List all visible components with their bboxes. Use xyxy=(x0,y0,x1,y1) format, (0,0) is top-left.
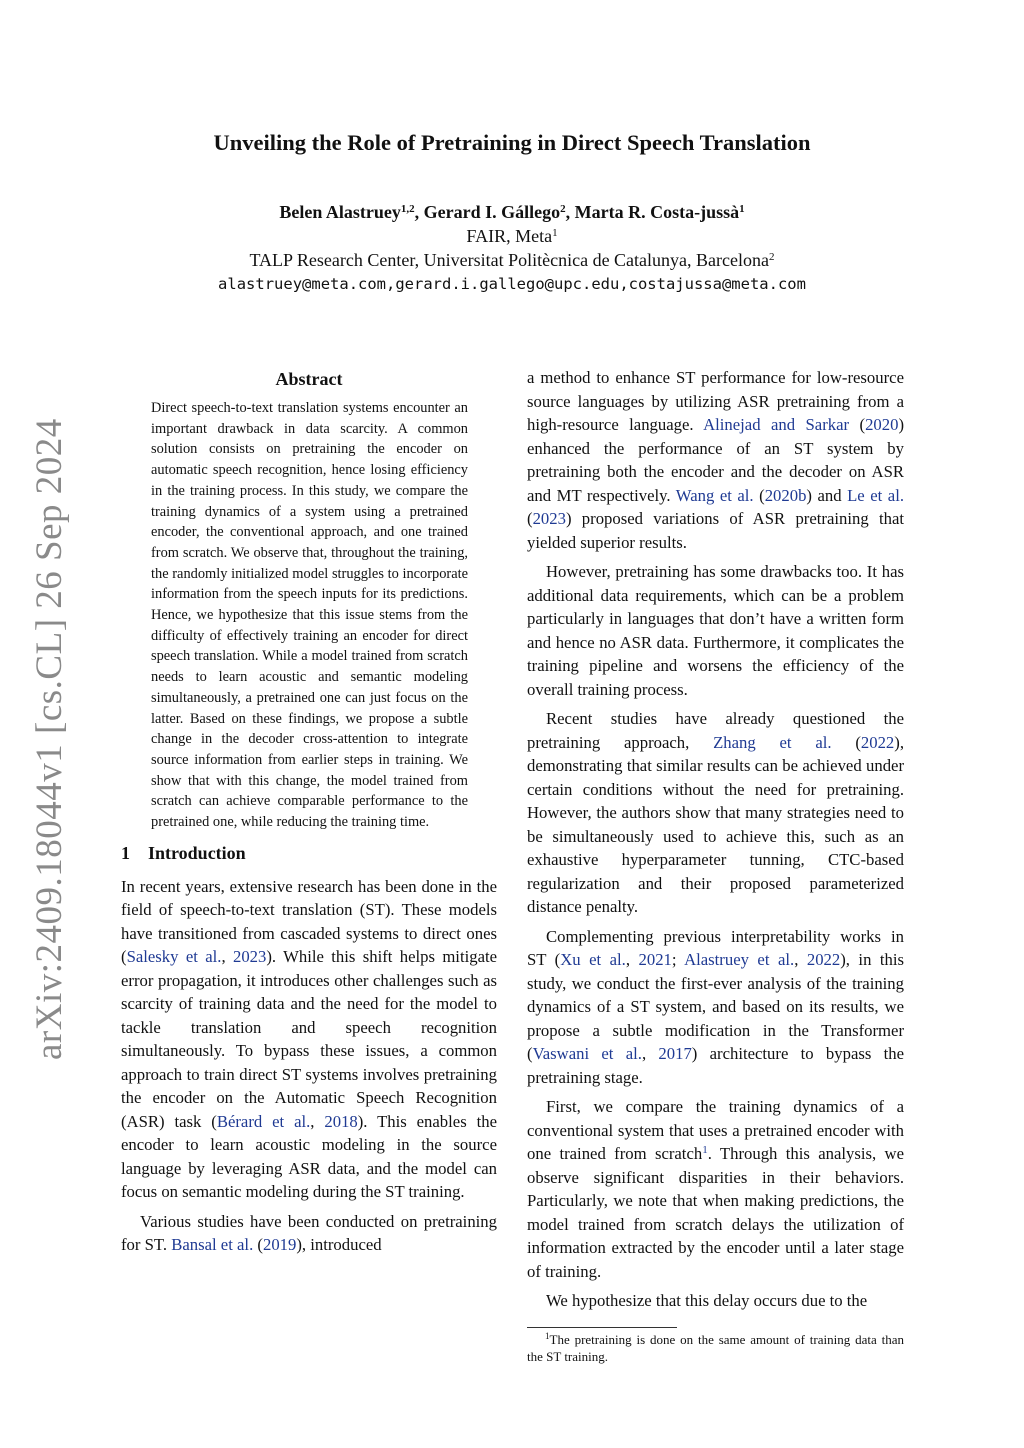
body-paragraph: Recent studies have already questioned the pretraining approach, Zhang et al. (2022), demonstrating that similar results can be achieved under certain conditions without the need for pretraining. However, the authors show that many strategies need to be simultaneously used to achieve this, such as an exhaustive hyperparameter tunning, CTC-based regularization and their proposed parameterized distance penalty. xyxy=(527,709,904,916)
citation-link[interactable]: Salesky et al. xyxy=(126,947,222,967)
arxiv-sidebar-identifier: arXiv:2409.18044v1 [cs.CL] 26 Sep 2024 xyxy=(29,418,70,1060)
affiliation-mark: 1 xyxy=(739,203,745,215)
citation-link[interactable]: Le et al. xyxy=(847,485,905,505)
abstract-heading: Abstract xyxy=(275,369,343,389)
body-paragraph: We hypothesize that this delay occurs due to the xyxy=(546,1291,868,1310)
citation-link[interactable]: Alastruey et al. xyxy=(684,950,795,969)
citation-year-link[interactable]: 2021 xyxy=(638,950,672,969)
affiliation-mark: 1,2 xyxy=(400,203,415,215)
citation-year-link[interactable]: 2023 xyxy=(532,509,566,528)
citation-year-link[interactable]: 2018 xyxy=(324,1111,358,1131)
citation-link[interactable]: Xu et al. xyxy=(560,950,626,969)
body-paragraph: Complementing previous interpretability works in ST (Xu et al., 2021; Alastruey et al., 2022), in this study, we conduct the first-ever analysis of the training dynamics of a ST system, and based on its results, we propose a subtle modification in the Transformer (Vaswani et al., 2017) architecture to bypass the pretraining stage. xyxy=(527,926,905,1087)
intro-paragraph: In recent years, extensive research has been done in the field of speech-to-text translation (ST). These models have transitioned from cascaded systems to direct ones (Salesky et al., 2023). While this shift helps mitigate error propagation, it introduces other challenges such as scarcity of training data and the need for the model to tackle translation and speech recognition simultaneously. To bypass these issues, a common approach to train direct ST systems involves pretraining the encoder on the Automatic Speech Recognition (ASR) task (Bérard et al., 2018). This enables the encoder to learn acoustic modeling in the source language by leveraging ASR data, and the model can focus on semantic modeling during the ST training. xyxy=(121,876,498,1202)
body-paragraph: However, pretraining has some drawbacks too. It has additional data requirements, which can be a problem particularly in languages that don’t have a written form and hence no ASR data. Furthermore, it complicates the training pipeline and worsens the efficiency of the overall training process. xyxy=(527,562,904,699)
right-column xyxy=(527,366,904,1365)
citation-link[interactable]: Wang et al. xyxy=(675,485,754,505)
affiliation-line: TALP Research Center, Universitat Politècnica de Catalunya, Barcelona$^2$ xyxy=(249,250,775,270)
author-name: Marta R. Costa-jussà xyxy=(574,202,740,222)
citation-year-link[interactable]: 2017 xyxy=(658,1044,692,1063)
section-heading xyxy=(121,841,497,865)
citation-link[interactable]: Vaswani et al. xyxy=(532,1044,642,1063)
body-paragraph: a method to enhance ST performance for low-resource source languages by utilizing ASR pretraining from a high-resource language. Alinejad and Sarkar (2020) enhanced the performance of an ST system by pretraining both the encoder and the decoder on ASR and MT respectively. Wang et al. (2020b) and Le et al. (2023) proposed variations of ASR pretraining that yielded superior results. xyxy=(527,368,905,552)
paper-title: Unveiling the Role of Pretraining in Direct Speech Translation xyxy=(213,130,811,155)
author-block xyxy=(0,200,1024,296)
section-number: 1 xyxy=(121,842,130,863)
citation-year-link[interactable]: 2023 xyxy=(232,947,267,967)
footnote-divider xyxy=(527,1327,677,1328)
citation-year-link[interactable]: 2019 xyxy=(262,1235,297,1255)
citation-year-link[interactable]: 2022 xyxy=(806,950,841,969)
left-column xyxy=(121,366,497,1257)
author-names: Belen Alastruey$^{1,2}$, Gerard I. Gállego$^2$, Marta R. Costa-jussà$^1$ xyxy=(279,202,745,222)
citation-link[interactable]: Zhang et al. xyxy=(713,732,832,752)
author-emails: alastruey@meta.com,gerard.i.gallego@upc.edu,costajussa@meta.com xyxy=(218,275,806,293)
citation-year-link[interactable]: 2020b xyxy=(764,485,807,505)
citation-link[interactable]: Bérard et al. xyxy=(216,1111,311,1131)
affiliation-mark: 2 xyxy=(560,203,566,215)
affiliation-line: FAIR, Meta$^1$ xyxy=(466,226,558,246)
citation-link[interactable]: Bansal et al. xyxy=(171,1235,254,1255)
author-name: Belen Alastruey xyxy=(279,202,401,222)
author-name: Gerard I. Gállego xyxy=(423,202,561,222)
footnote-text: The pretraining is done on the same amount of training data than the ST training. xyxy=(527,1331,904,1364)
footnote-mark: 1 xyxy=(545,1330,550,1341)
abstract-text: Direct speech-to-text translation systems encounter an important drawback in data scarcity. A common solution consists on pretraining the encoder on automatic speech recognition, hence losing efficiency in the training process. In this study, we compare the training dynamics of a system using a pretrained encoder, the conventional approach, and one trained from scratch. We observe that, throughout the training, the randomly initialized model struggles to incorporate information from the speech inputs for its predictions. Hence, we hypothesize that this issue stems from the difficulty of effectively training an encoder for direct speech translation. While a model trained from scratch needs to learn acoustic and semantic modeling simultaneously, a pretrained one can just focus on the latter. Based on these findings, we propose a subtle change in the decoder cross-attention to integrate source information from earlier steps in training. We show that with this change, the model trained from scratch can achieve comparable performance to the pretrained one, while reducing the training time. xyxy=(151,400,468,831)
body-paragraph: First, we compare the training dynamics of a conventional system that uses a pretrained encoder with one trained from scratch$^1$. Through this analysis, we observe significant disparities in their behaviors. Particularly, we note that when making predictions, the model trained from scratch delays the utilization of information extracted by the encoder until a later stage of training. xyxy=(527,1097,904,1281)
section-title: Introduction xyxy=(148,842,246,863)
citation-year-link[interactable]: 2020 xyxy=(865,415,899,434)
footnote-mark-link[interactable]: 1 xyxy=(702,1144,708,1156)
footnote xyxy=(527,1331,904,1365)
intro-paragraph: Various studies have been conducted on pretraining for ST. Bansal et al. (2019), introduced xyxy=(121,1211,497,1255)
citation-year-link[interactable]: 2022 xyxy=(860,732,895,752)
citation-link[interactable]: Alinejad and Sarkar xyxy=(703,415,850,434)
